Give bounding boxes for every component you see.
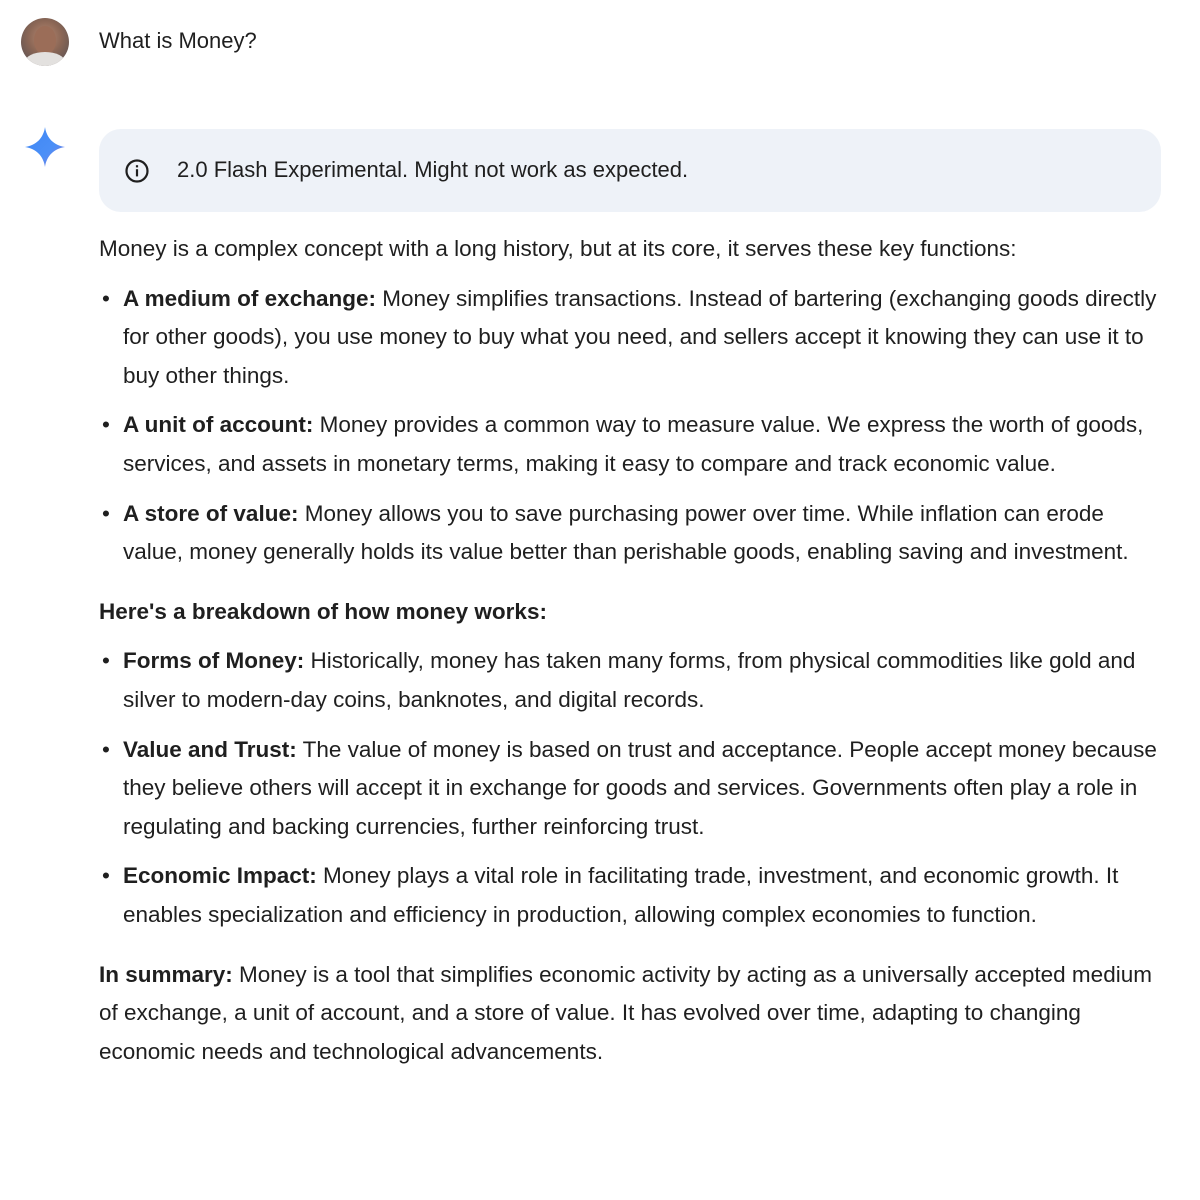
summary-paragraph	[99, 956, 1167, 1072]
list-item-term: A medium of exchange:	[123, 285, 376, 311]
bullet: •	[102, 648, 110, 674]
list-item	[99, 857, 1167, 934]
list-item	[99, 495, 1167, 572]
bullet: •	[102, 736, 110, 762]
sparkle-icon	[24, 126, 66, 168]
functions-list	[99, 280, 1167, 572]
assistant-response	[99, 230, 1167, 1071]
info-icon[interactable]	[124, 158, 150, 184]
notice-text: 2.0 Flash Experimental. Might not work as expected.	[177, 157, 689, 182]
summary-term: In summary:	[99, 961, 233, 987]
intro-paragraph: Money is a complex concept with a long history, but at its core, it serves these key functions:	[99, 236, 1017, 261]
list-item-text: Money provides a common way to measure value. We express the worth of goods, services, and assets in monetary terms, making it easy to compare and track economic value.	[123, 412, 1144, 476]
list-item-text: The value of money is based on trust and acceptance. People accept money because they believe others will accept it in exchange for goods and services. Governments often play a role in regulating and backing currencies, further reinforcing trust.	[123, 736, 1157, 839]
list-item	[99, 406, 1167, 483]
bullet: •	[102, 285, 110, 311]
list-item-term: Economic Impact:	[123, 863, 317, 889]
user-avatar[interactable]	[21, 18, 69, 66]
bullet: •	[102, 500, 110, 526]
list-item-text: Money simplifies transactions. Instead of bartering (exchanging goods directly for other goods), you use money to buy what you need, and sellers accept it knowing they can use it to buy other things.	[123, 285, 1157, 388]
breakdown-list	[99, 642, 1167, 934]
list-item-text: Historically, money has taken many forms, from physical commodities like gold and silver to modern-day coins, banknotes, and digital records.	[123, 648, 1136, 712]
summary-text: Money is a tool that simplifies economic activity by acting as a universally accepted medium of exchange, a unit of account, and a store of value. It has evolved over time, adapting to changing economic needs and technological advancements.	[99, 961, 1152, 1064]
list-item	[99, 280, 1167, 396]
list-item-text: Money plays a vital role in facilitating trade, investment, and economic growth. It enables specialization and efficiency in production, allowing complex economies to function.	[123, 863, 1119, 927]
bullet: •	[102, 412, 110, 438]
list-item	[99, 731, 1167, 847]
experimental-notice	[99, 129, 1161, 212]
list-item	[99, 642, 1167, 719]
avatar-head	[34, 26, 56, 54]
list-item-term: Forms of Money:	[123, 648, 305, 674]
list-item-term: A unit of account:	[123, 412, 314, 438]
bullet: •	[102, 863, 110, 889]
user-query-text: What is Money?	[99, 28, 257, 53]
list-item-term: Value and Trust:	[123, 736, 297, 762]
avatar-shoulders	[25, 52, 65, 66]
list-item-text: Money allows you to save purchasing power over time. While inflation can erode value, money generally holds its value better than perishable goods, enabling saving and investment.	[123, 500, 1129, 565]
list-item-term: A store of value:	[123, 500, 299, 526]
breakdown-heading: Here's a breakdown of how money works:	[99, 598, 547, 624]
